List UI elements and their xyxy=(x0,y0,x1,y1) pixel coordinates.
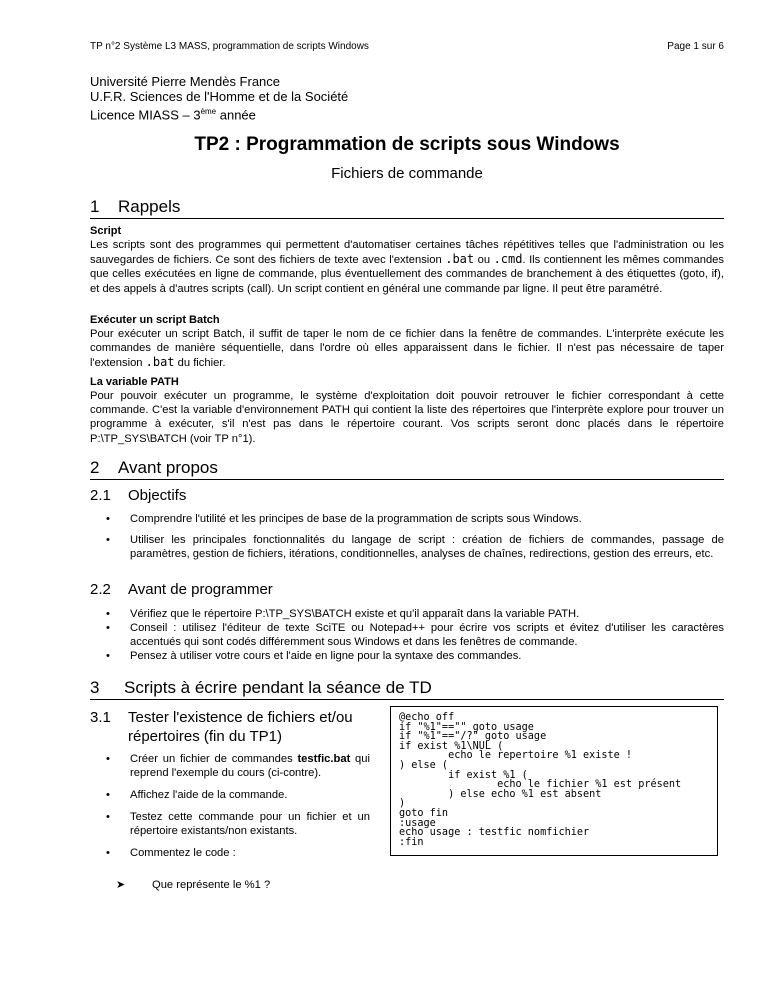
section-2-2-heading: 2.2 Avant de programmer xyxy=(90,581,273,598)
list-item: • Créer un fichier de commandes testfic.bat qui reprend l'exemple du cours (ci-contre). xyxy=(90,752,370,780)
prerequisites-list xyxy=(90,607,724,663)
section-2-heading: 2 Avant propos xyxy=(90,458,724,480)
list-item: • Conseil : utilisez l'éditeur de texte SciTE ou Notepad++ pour écrire vos scripts et évitez d'utiliser les caractères accentués qui sont codés différemment sous Windows et dans les fenêtres de commande. xyxy=(90,621,724,649)
faculty-name: U.F.R. Sciences de l'Homme et de la Société xyxy=(90,89,349,104)
question-item: ➤ Que représente le %1 ? xyxy=(116,879,271,891)
section-3-heading: 3 Scripts à écrire pendant la séance de TD xyxy=(90,678,724,700)
script-subheading: Script xyxy=(90,225,122,237)
list-item: • Comprendre l'utilité et les principes de base de la programmation de scripts sous Windows. xyxy=(90,512,724,526)
section-3-1-column xyxy=(90,708,370,868)
path-subheading: La variable PATH xyxy=(90,376,179,388)
code-example-box: @echo off if "%1"=="" goto usage if "%1"=="/?" goto usage if exist %1\NUL ( echo le repertoire %1 existe ! ) else ( if exist %1 ( echo le fichier %1 est présent ) else echo %1 est absent ) goto fin :usage echo usage : testfic nomfichier :fin xyxy=(390,706,718,856)
section-1-heading: 1 Rappels xyxy=(90,197,724,219)
section-3-1-heading: 3.1 Tester l'existence de fichiers et/ou répertoires (fin du TP1) xyxy=(90,709,353,745)
header-title: TP n°2 Système L3 MASS, programmation de scripts Windows xyxy=(90,41,369,52)
document-subtitle: Fichiers de commande xyxy=(331,165,483,182)
arrow-bullet-icon: ➤ xyxy=(116,879,126,891)
university-name: Université Pierre Mendès France xyxy=(90,74,281,89)
objectives-list xyxy=(90,512,724,561)
batch-subheading: Exécuter un script Batch xyxy=(90,314,220,326)
list-item: • Utiliser les principales fonctionnalités du langage de script : création de fichiers de commandes, passage de paramètres, gestion de fichiers, itérations, conditionnelles, analyses de chaînes, redirections, gestion des erreurs, etc. xyxy=(90,533,724,561)
list-item: • Pensez à utiliser votre cours et l'aide en ligne pour la syntaxe des commandes. xyxy=(90,649,724,663)
page-number: Page 1 sur 6 xyxy=(667,41,724,52)
section-2-1-heading: 2.1 Objectifs xyxy=(90,487,187,504)
list-item: • Affichez l'aide de la commande. xyxy=(90,788,370,802)
document-title: TP2 : Programmation de scripts sous Windows xyxy=(194,134,620,155)
program-name: Licence MIASS – 3ème année xyxy=(90,107,256,123)
institution-block xyxy=(90,74,348,122)
list-item: • Commentez le code : xyxy=(90,846,370,860)
script-paragraph: Les scripts sont des programmes qui permettent d'automatiser certaines tâches répétitives telles que l'administration ou les sauvegardes de fichiers. Ce sont des fichiers de texte avec l'extension .bat ou .cmd. Ils contiennent les mêmes commandes que celles exécutées en ligne de commande, plus éventuellement des commandes de branchement à des étiquettes (goto, if), et des appels à d'autres scripts (call). Un script contient en général une commande par ligne. Il peut être paramétré. xyxy=(90,239,724,295)
batch-paragraph: Pour exécuter un script Batch, il suffit de taper le nom de ce fichier dans la fenêtre de commandes. L'interprète exécute les commandes de manière séquentielle, dans l'ordre où elles apparaissent dans le fichier. Il n'est pas nécessaire de taper l'extension .bat du fichier. xyxy=(90,328,724,370)
running-header xyxy=(90,41,724,52)
list-item: • Vérifiez que le répertoire P:\TP_SYS\BATCH existe et qu'il apparaît dans la variable PATH. xyxy=(90,607,724,621)
exercise-list xyxy=(90,752,370,860)
list-item: • Testez cette commande pour un fichier et un répertoire existants/non existants. xyxy=(90,810,370,838)
path-paragraph: Pour pouvoir exécuter un programme, le système d'exploitation doit pouvoir retrouver le fichier correspondant à cette commande. C'est la variable d'environnement PATH qui contient la liste des répertoires que l'interprète explore pour trouver un programme à exécuter, s'il n'est pas dans le répertoire courant. Vos scripts seront donc placés dans le répertoire P:\TP_SYS\BATCH (voir TP n°1). xyxy=(90,390,724,445)
